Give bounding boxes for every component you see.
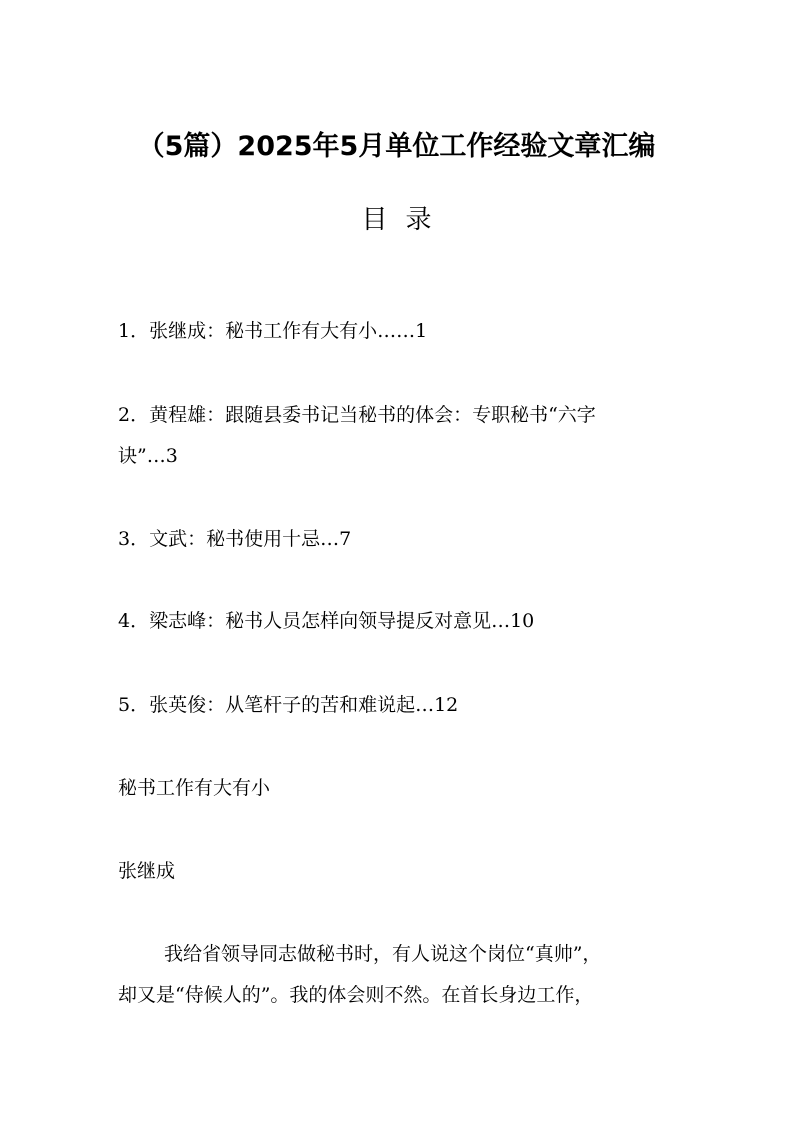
toc-item-2-line2: 诀”…3 (118, 445, 178, 467)
article-paragraph-line2: 却又是“侍候人的”。我的体会则不然。在首长身边工作， (118, 984, 594, 1006)
article-paragraph-line1: 我给省领导同志做秘书时，有人说这个岗位“真帅”， (164, 943, 602, 965)
toc-item-4: 4．梁志峰：秘书人员怎样向领导提反对意见…10 (118, 610, 535, 632)
toc-heading: 目录 (361, 205, 450, 235)
toc-item-2-line1: 2．黄程雄：跟随县委书记当秘书的体会：专职秘书“六字 (118, 404, 596, 426)
toc-item-3: 3．文武：秘书使用十忌…7 (118, 528, 352, 550)
article-author: 张继成 (118, 860, 176, 882)
article-title: 秘书工作有大有小 (118, 777, 271, 799)
toc-item-1: 1．张继成：秘书工作有大有小……1 (118, 320, 428, 342)
document-title: （5篇）2025年5月单位工作经验文章汇编 (137, 131, 656, 162)
toc-item-5: 5．张英俊：从笔杆子的苦和难说起…12 (118, 694, 459, 716)
